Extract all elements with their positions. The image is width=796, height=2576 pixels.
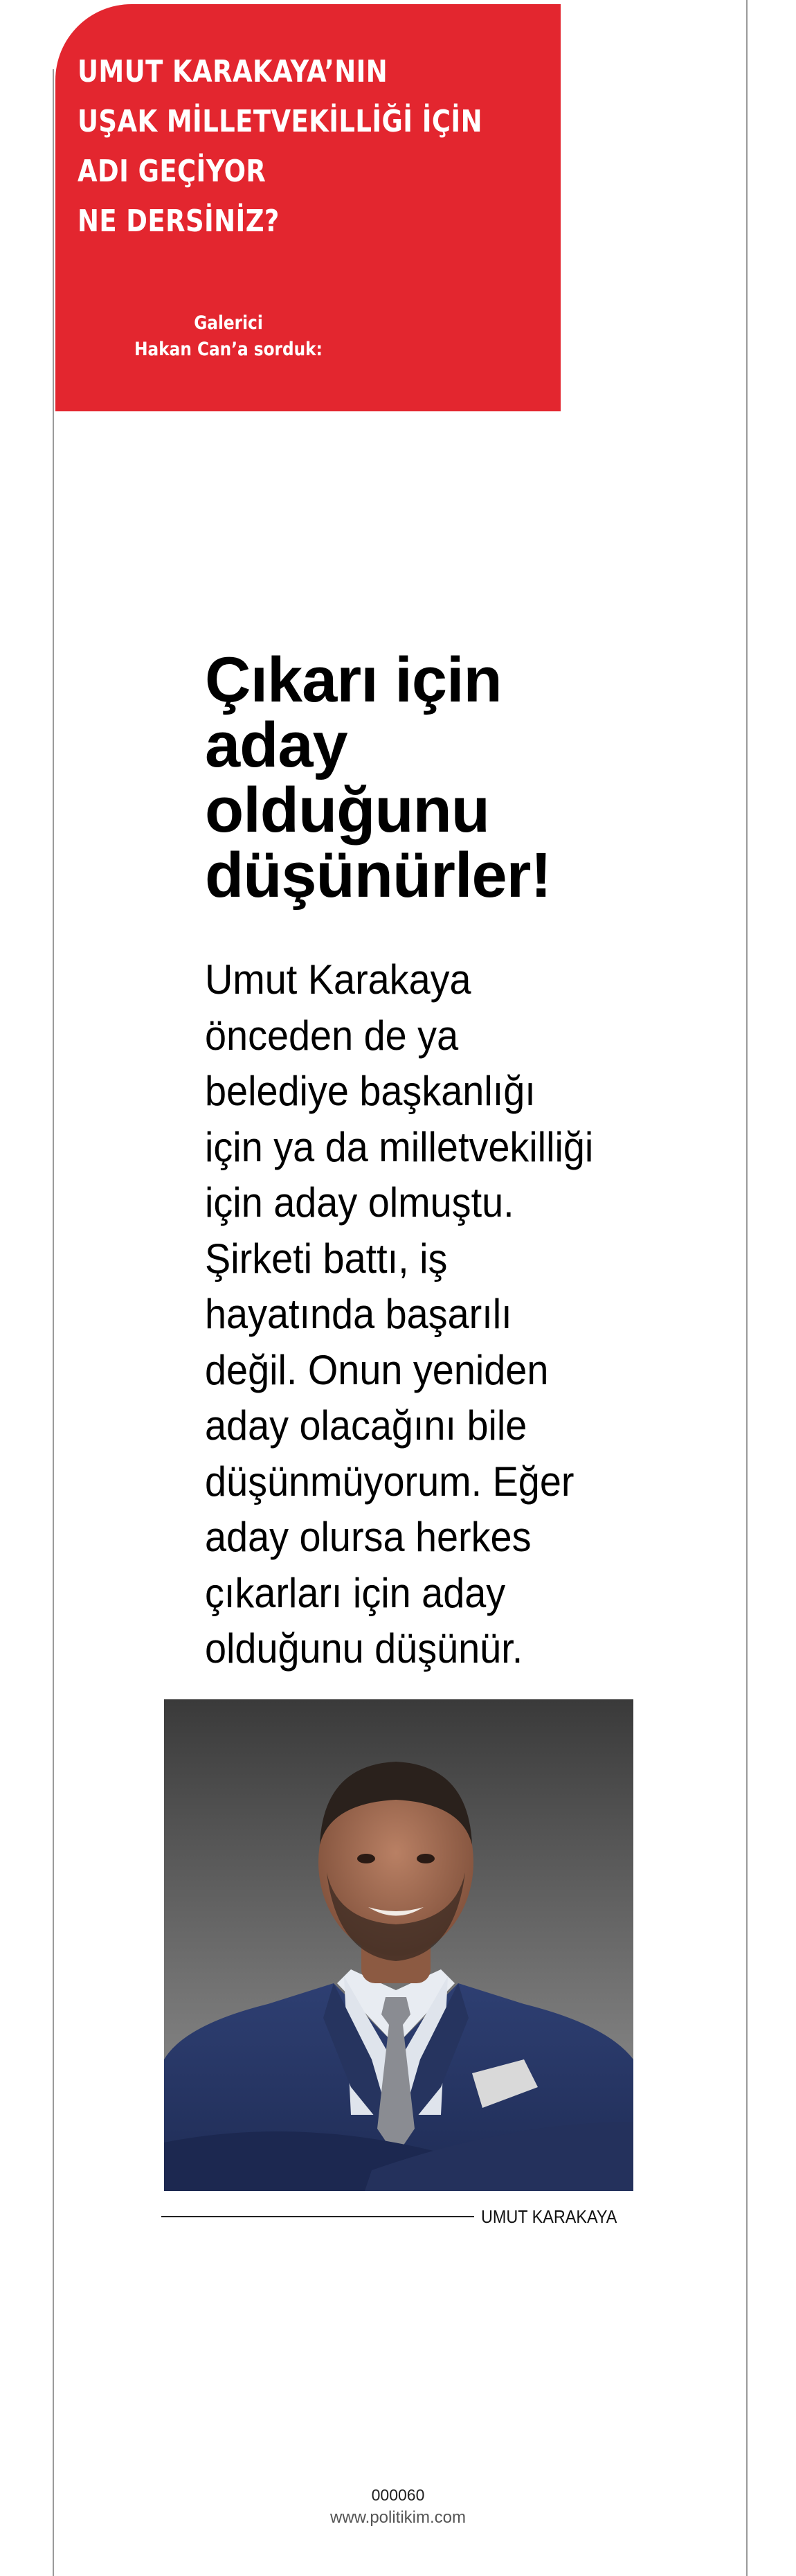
- headline-line: düşünürler!: [205, 840, 552, 911]
- caption-rule: [161, 2216, 474, 2217]
- body-line: değil. Onun yeniden: [205, 1346, 549, 1393]
- body-line: düşünmüyorum. Eğer: [205, 1458, 575, 1505]
- photo-caption: UMUT KARAKAYA: [481, 2206, 617, 2227]
- respondent-occupation: Galerici: [194, 312, 263, 334]
- right-margin-rule: [746, 0, 748, 2576]
- body-line: çıkarları için aday: [205, 1569, 506, 1616]
- body-line: aday olursa herkes: [205, 1514, 532, 1560]
- body-line: önceden de ya: [205, 1012, 459, 1059]
- body-line: belediye başkanlığı: [205, 1068, 536, 1114]
- body-line: Şirketi battı, iş: [205, 1235, 448, 1282]
- page-code: 000060: [371, 2486, 425, 2504]
- respondent-intro: Hakan Can’a sorduk:: [134, 339, 323, 360]
- banner-question-line: NE DERSİNİZ?: [78, 204, 280, 239]
- portrait-photo: [164, 1699, 633, 2191]
- article-headline: [205, 645, 552, 911]
- left-margin-rule: [53, 69, 54, 2576]
- site-url[interactable]: www.politikim.com: [329, 2508, 467, 2527]
- body-line: olduğunu düşünür.: [205, 1625, 523, 1672]
- body-line: için ya da milletvekilliği: [205, 1123, 594, 1170]
- banner-question: [78, 47, 482, 247]
- headline-line: olduğunu: [205, 775, 489, 846]
- portrait-illustration: [164, 1699, 633, 2191]
- banner-question-line: ADI GEÇİYOR: [78, 154, 266, 189]
- article-body: [205, 952, 593, 1677]
- body-line: hayatında başarılı: [205, 1291, 512, 1337]
- banner-question-line: UMUT KARAKAYA’NIN: [78, 54, 388, 89]
- body-line: için aday olmuştu.: [205, 1179, 514, 1226]
- body-line: Umut Karakaya: [205, 956, 471, 1003]
- banner-respondent: [32, 310, 425, 363]
- body-line: aday olacağını bile: [205, 1402, 527, 1449]
- banner-question-line: UŞAK MİLLETVEKİLLİĞİ İÇİN: [78, 104, 482, 139]
- headline-line: Çıkarı için: [205, 645, 502, 715]
- headline-line: aday: [205, 710, 347, 780]
